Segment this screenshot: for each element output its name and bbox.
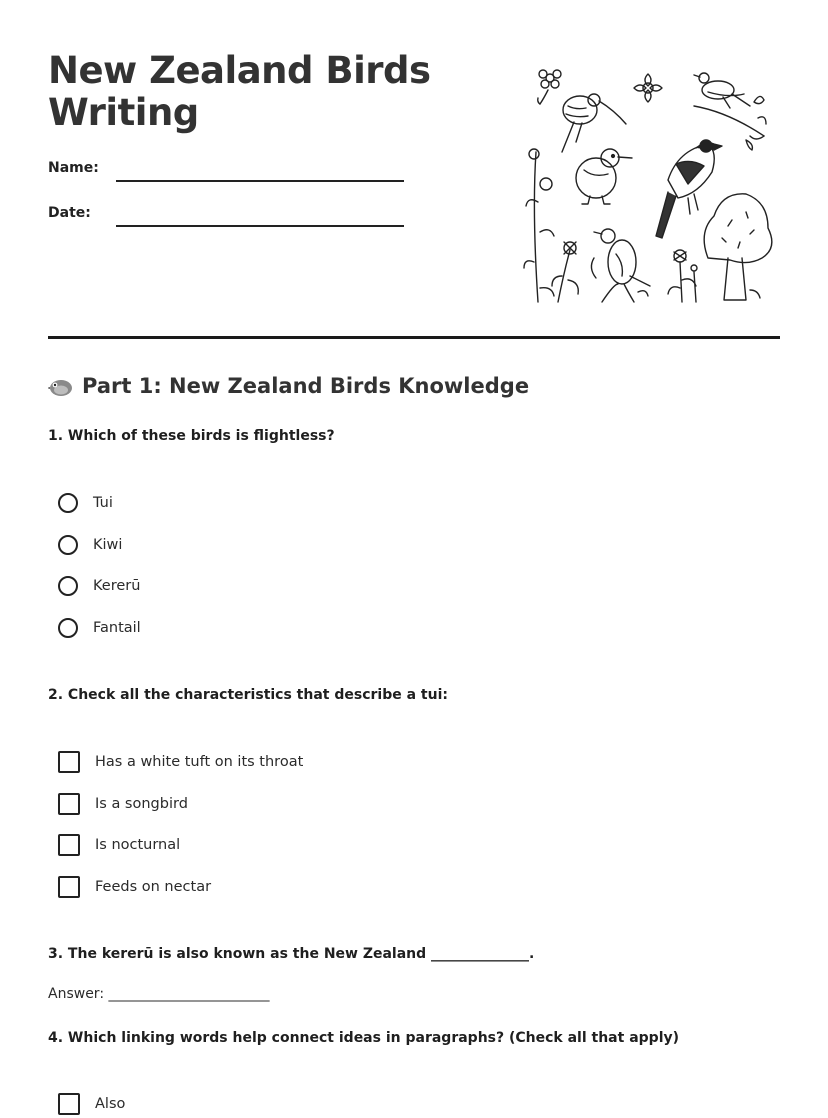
- q2-option[interactable]: [58, 750, 303, 774]
- flower-stem-icon: [668, 250, 697, 302]
- q1-option[interactable]: [58, 533, 122, 557]
- option-label: Has a white tuft on its throat: [95, 754, 304, 770]
- answer-blank[interactable]: Answer: _______________________: [48, 986, 270, 1002]
- checkbox[interactable]: [58, 876, 80, 898]
- q2-option[interactable]: [58, 833, 180, 857]
- birds-illustration: [518, 62, 774, 306]
- name-line[interactable]: [116, 180, 404, 182]
- q4-option[interactable]: [58, 1092, 125, 1116]
- fantail-icon: [591, 229, 650, 302]
- checkbox[interactable]: [58, 834, 80, 856]
- flower-icon: [634, 74, 662, 102]
- radio-button[interactable]: [58, 535, 78, 555]
- option-label: Is nocturnal: [95, 837, 181, 853]
- question-2: 2. Check all the characteristics that describe a tui:: [48, 687, 448, 703]
- checkbox[interactable]: [58, 793, 80, 815]
- radio-button[interactable]: [58, 576, 78, 596]
- checkbox[interactable]: [58, 1093, 80, 1115]
- title-line-1: New Zealand Birds: [48, 49, 431, 92]
- date-label: Date:: [48, 205, 91, 221]
- worksheet-title: [48, 50, 431, 134]
- q1-option[interactable]: [58, 491, 113, 515]
- option-label: Also: [95, 1096, 126, 1112]
- tree-icon: [704, 194, 772, 300]
- radio-button[interactable]: [58, 618, 78, 638]
- q2-option[interactable]: [58, 792, 188, 816]
- option-label: Fantail: [93, 620, 141, 636]
- radio-button[interactable]: [58, 493, 78, 513]
- section-1-title-text: Part 1: New Zealand Birds Knowledge: [82, 374, 530, 398]
- kiwi-chick-icon: [576, 149, 632, 204]
- date-line[interactable]: [116, 225, 404, 227]
- flower-icon: [538, 70, 561, 104]
- bird-emoji-icon: [48, 374, 74, 398]
- songbird-icon: [694, 73, 766, 150]
- checkbox[interactable]: [58, 751, 80, 773]
- name-label: Name:: [48, 160, 99, 176]
- section-1-title: [48, 374, 529, 398]
- option-label: Is a songbird: [95, 796, 188, 812]
- option-label: Feeds on nectar: [95, 879, 212, 895]
- option-label: Kiwi: [93, 537, 123, 553]
- question-1: 1. Which of these birds is flightless?: [48, 428, 335, 444]
- q2-option[interactable]: [58, 875, 211, 899]
- question-4: 4. Which linking words help connect ideas in paragraphs? (Check all that apply): [48, 1030, 680, 1046]
- q1-option[interactable]: [58, 574, 140, 598]
- kiwi-icon: [562, 94, 626, 152]
- magpie-icon: [656, 140, 722, 238]
- option-label: Kererū: [93, 578, 141, 594]
- q1-option[interactable]: [58, 616, 141, 640]
- wildflower-icon: [524, 149, 578, 302]
- section-divider: [48, 336, 780, 339]
- option-label: Tui: [93, 495, 113, 511]
- question-3: 3. The kererū is also known as the New Zealand ______________.: [48, 946, 535, 962]
- title-line-2: Writing: [48, 91, 199, 134]
